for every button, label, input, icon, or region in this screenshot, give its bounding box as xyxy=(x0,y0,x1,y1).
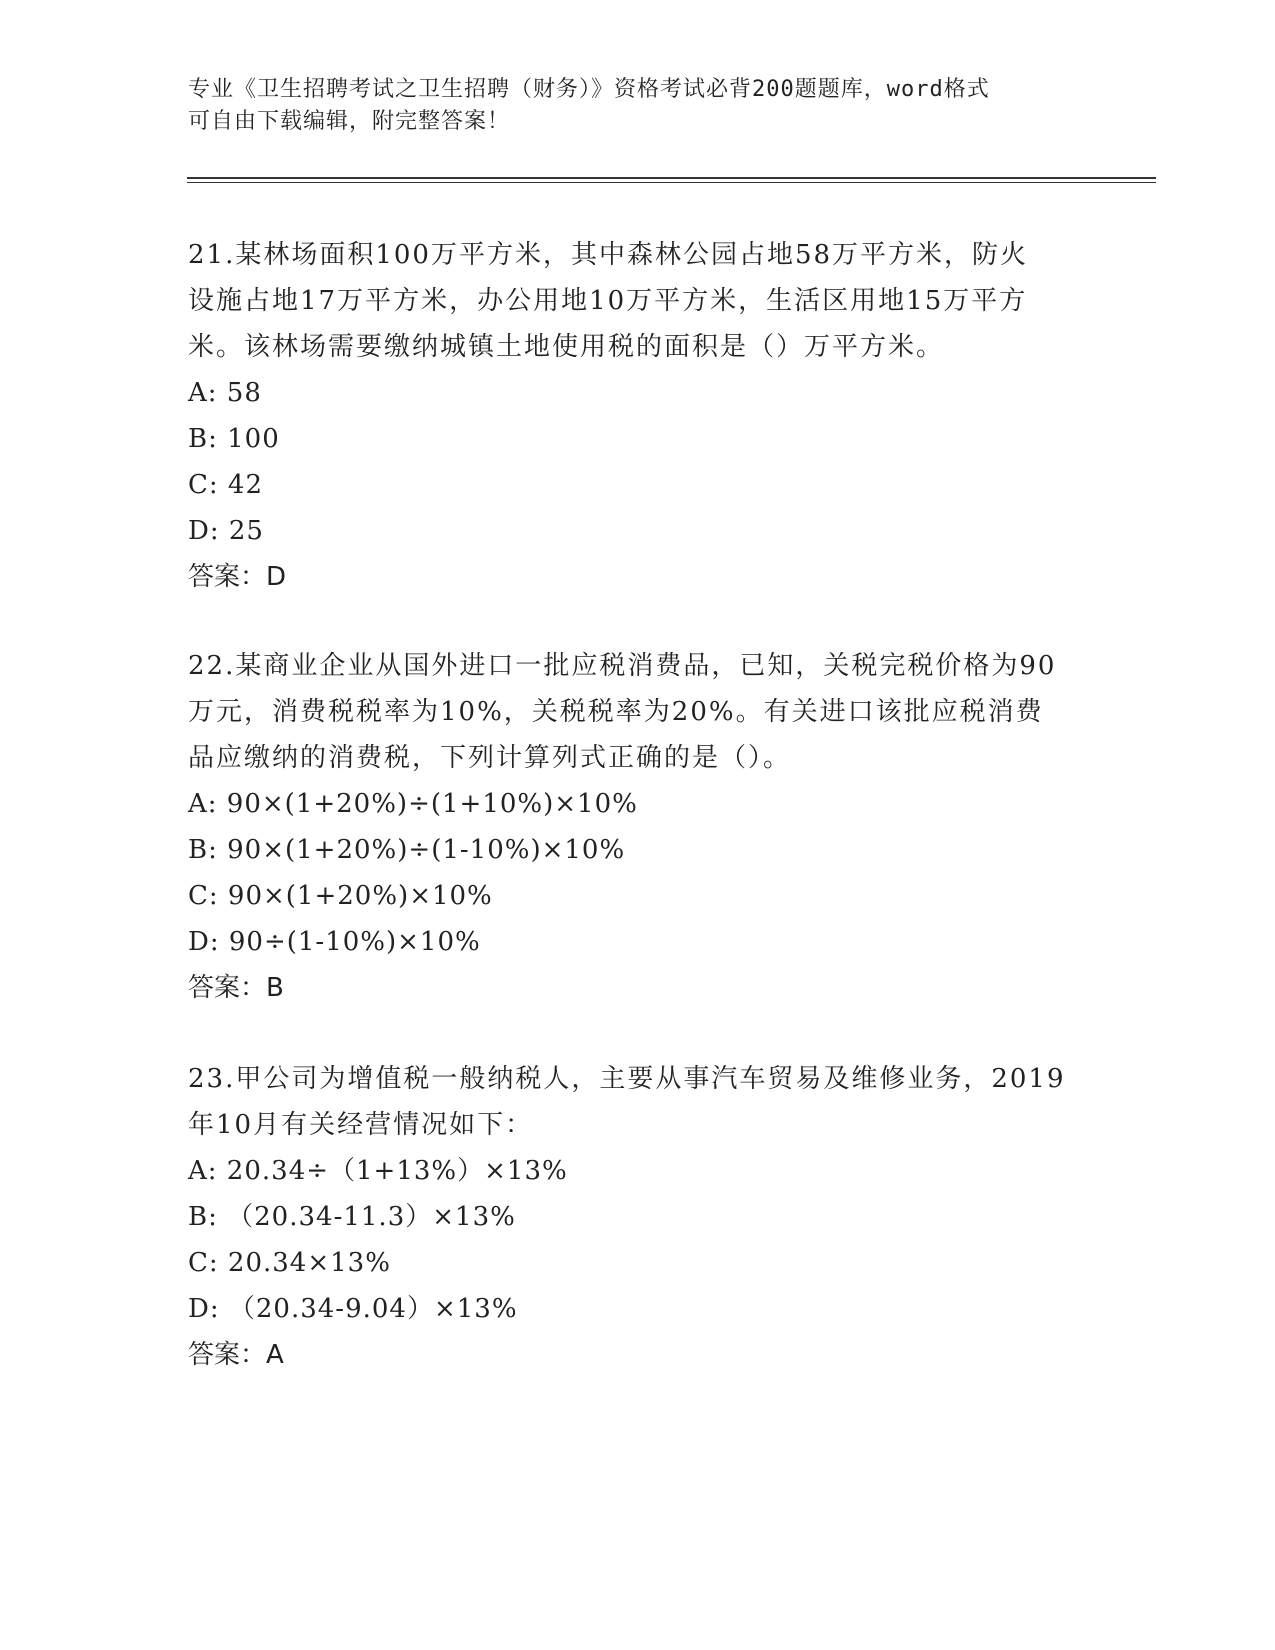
option-c: C: 42 xyxy=(188,470,264,500)
header-divider-top xyxy=(187,177,1156,179)
question-21 xyxy=(188,232,1088,600)
option-d: D: 25 xyxy=(188,516,264,546)
stem-line: 设施占地17万平方米，办公用地10万平方米，生活区用地15万平方 xyxy=(188,286,1028,316)
stem-line: 年10月有关经营情况如下： xyxy=(188,1110,534,1140)
option-c: C: 20.34×13% xyxy=(188,1248,391,1278)
option-a: A: 90×(1+20%)÷(1+10%)×10% xyxy=(188,789,638,819)
stem-line: 22.某商业企业从国外进口一批应税消费品，已知，关税完税价格为90 xyxy=(188,651,1057,681)
question-stem xyxy=(188,232,1088,370)
option-d: D: （20.34-9.04）×13% xyxy=(188,1294,518,1324)
answer: 答案：D xyxy=(188,562,287,592)
question-stem xyxy=(188,1056,1088,1148)
option-b: B: （20.34-11.3）×13% xyxy=(188,1202,516,1232)
header-line-2: 可自由下载编辑，附完整答案！ xyxy=(188,109,511,134)
answer: 答案：B xyxy=(188,973,284,1003)
answer: 答案：A xyxy=(188,1340,284,1370)
stem-line: 23.甲公司为增值税一般纳税人，主要从事汽车贸易及维修业务，2019 xyxy=(188,1064,1066,1094)
option-b: B: 100 xyxy=(188,424,280,454)
stem-line: 21.某林场面积100万平方米，其中森林公园占地58万平方米，防火 xyxy=(188,240,1029,270)
option-a: A: 58 xyxy=(188,378,262,408)
header-line-1: 专业《卫生招聘考试之卫生招聘（财务）》资格考试必背200题题库，word格式 xyxy=(188,77,990,102)
question-23 xyxy=(188,1056,1088,1378)
question-stem xyxy=(188,643,1088,781)
stem-line: 米。该林场需要缴纳城镇土地使用税的面积是（）万平方米。 xyxy=(188,332,945,362)
header-divider-bottom xyxy=(187,182,1156,183)
option-a: A: 20.34÷（1+13%）×13% xyxy=(188,1156,568,1186)
stem-line: 万元，消费税税率为10%，关税税率为20%。有关进口该批应税消费 xyxy=(188,697,1044,727)
question-22 xyxy=(188,643,1088,1011)
document-header xyxy=(188,74,1088,138)
option-d: D: 90÷(1-10%)×10% xyxy=(188,927,481,957)
stem-line: 品应缴纳的消费税，下列计算列式正确的是（）。 xyxy=(188,743,792,773)
option-c: C: 90×(1+20%)×10% xyxy=(188,881,493,911)
option-b: B: 90×(1+20%)÷(1-10%)×10% xyxy=(188,835,626,865)
